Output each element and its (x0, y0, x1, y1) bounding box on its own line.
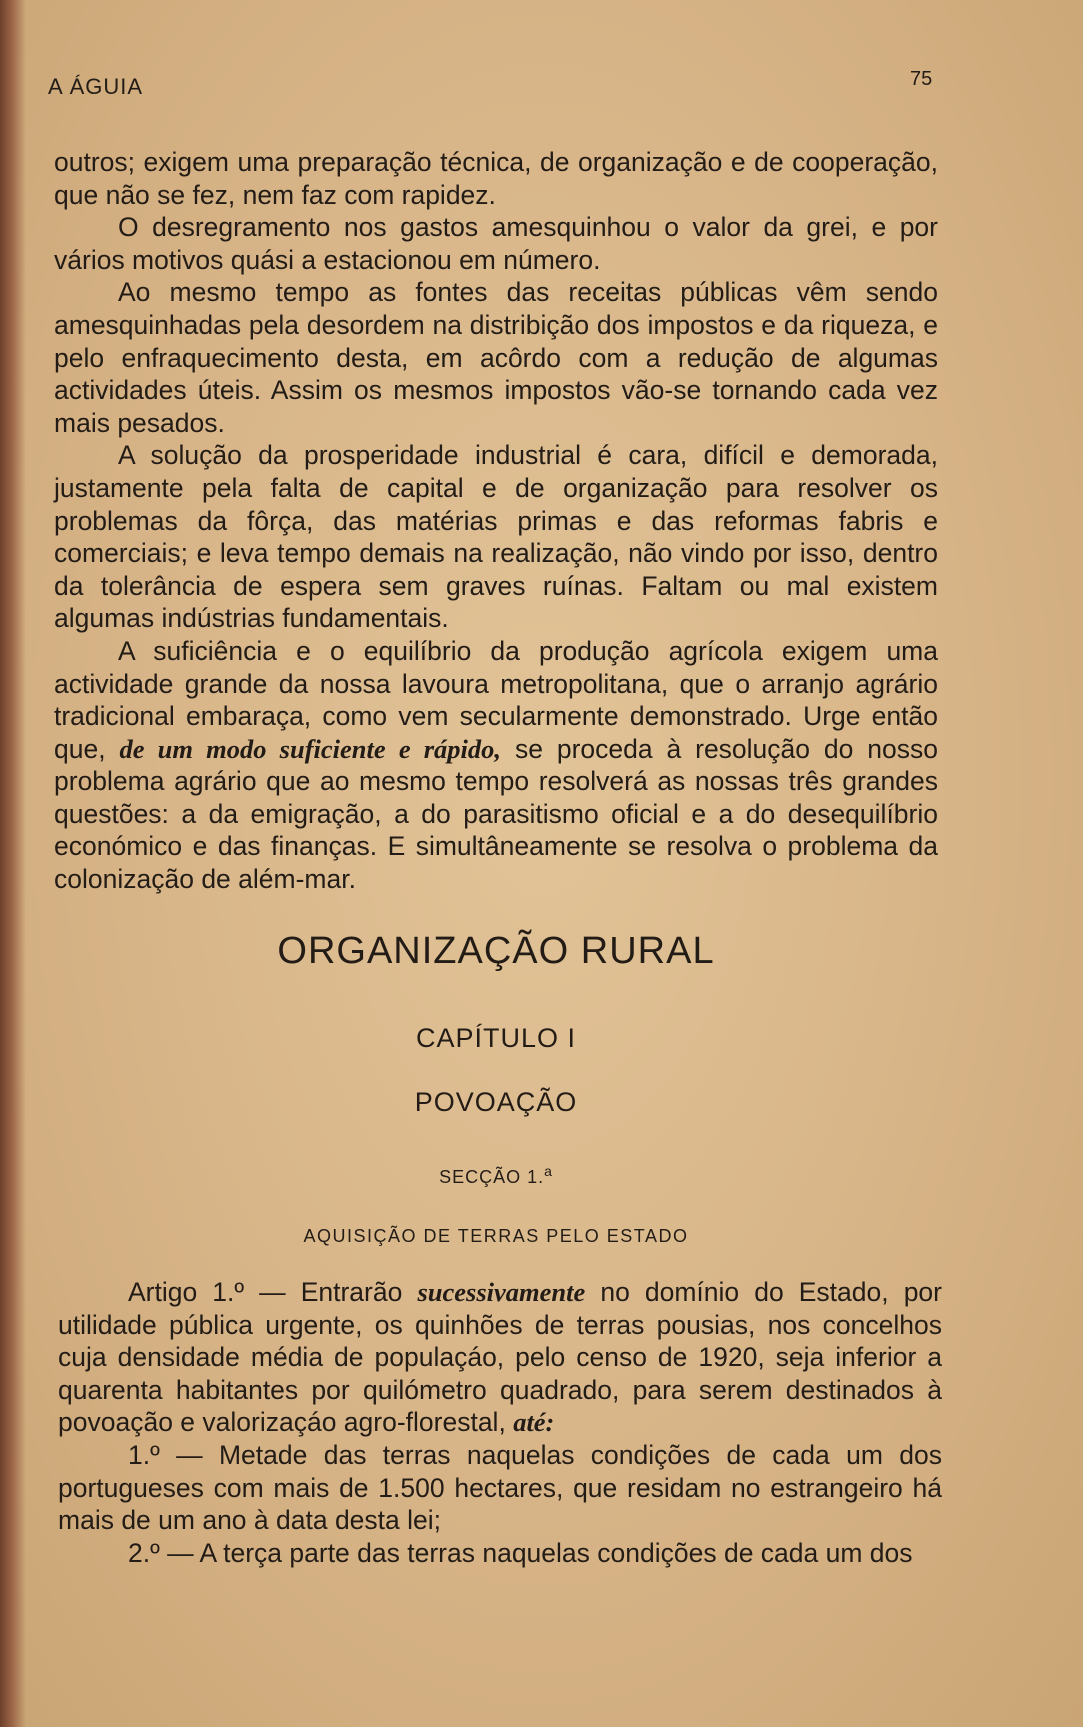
paragraph: O desregramento nos gastos amesquinhou o valor da grei, e por vários motivos quási a estacionou em número. (54, 212, 938, 275)
page-edge (0, 0, 26, 1727)
emphasis-text: sucessivamente (417, 1277, 586, 1307)
text-run: A suficiência e o equilíbrio da produção agrícola exigem uma actividade grande da nossa lavoura metropolitana, que o arranjo agrário tradicional embaraça, como vem secularmente demonstrado. Urge então que, (54, 635, 938, 764)
section-subtitle: AQUISIÇÃO DE TERRAS PELO ESTADO (303, 1226, 689, 1246)
article-item: 1.º — Metade das terras naquelas condições de cada um dos portugueses com mais de 1.500 hectares, que residam no estrangeiro há mais de um ano à data desta lei; (58, 1439, 942, 1536)
text-run: se proceda à resolução do nosso problema agrário que ao mesmo tempo resolverá as nossas três grandes questões: a da emigração, a do parasitismo oficial e a do desequilíbrio económico e das finanças. E simultâneamente se resolva o problema da colonização de além-mar. (54, 733, 938, 895)
emphasis-text: de um modo suficiente e rápido, (119, 733, 502, 764)
paragraph: outros; exigem uma preparação técnica, de organização e de cooperação, que não se fez, nem faz com rapidez. (54, 147, 938, 210)
running-head: A ÁGUIA (48, 74, 144, 99)
article-1 (58, 1276, 942, 1439)
emphasis-text: até: (513, 1407, 555, 1438)
article-item: 2.º — A terça parte das terras naquelas condições de cada um dos (128, 1537, 913, 1568)
articles (58, 1276, 942, 1569)
paragraph (54, 635, 938, 896)
chapter-heading: CAPÍTULO I (415, 1023, 577, 1053)
main-heading: ORGANIZAÇÃO RURAL (277, 930, 715, 972)
page-number: 75 (910, 68, 933, 90)
paragraph: Ao mesmo tempo as fontes das receitas públicas vêm sendo amesquinhadas pela desordem na distribição dos impostos e da riqueza, e pelo enfraquecimento desta, em acôrdo com a redução de algumas actividades úteis. Assim os mesmos impostos vão-se tornando cada vez mais pesados. (54, 277, 938, 438)
text-run: no domínio do Estado, por utilidade pública urgente, os quinhões de terras pousias, nos concelhos cuja densidade média de populaçáo, pelo censo de 1920, seja inferior a quarenta habitantes por quilómetro quadrado, para serem destinados à povoação e valorizaçáo agro-florestal, (58, 1277, 942, 1438)
paragraph: A solução da prosperidade industrial é cara, difícil e demorada, justamente pela falta de capital e de organização para resolver os problemas da fôrça, das matérias primas e das reformas fabris e comerciais; e leva tempo demais na realização, não vindo por isso, dentro da tolerância de espera sem graves ruínas. Faltam ou mal existem algumas indústrias fundamentais. (54, 440, 938, 634)
section-heading (54, 1163, 938, 1188)
section-label: SECÇÃO 1. (439, 1167, 545, 1187)
body-text (54, 146, 938, 896)
text-run: Artigo 1.º — Entrarão (128, 1277, 403, 1307)
section-ordinal: a (544, 1163, 553, 1179)
chapter-title: POVOAÇÃO (414, 1087, 578, 1117)
